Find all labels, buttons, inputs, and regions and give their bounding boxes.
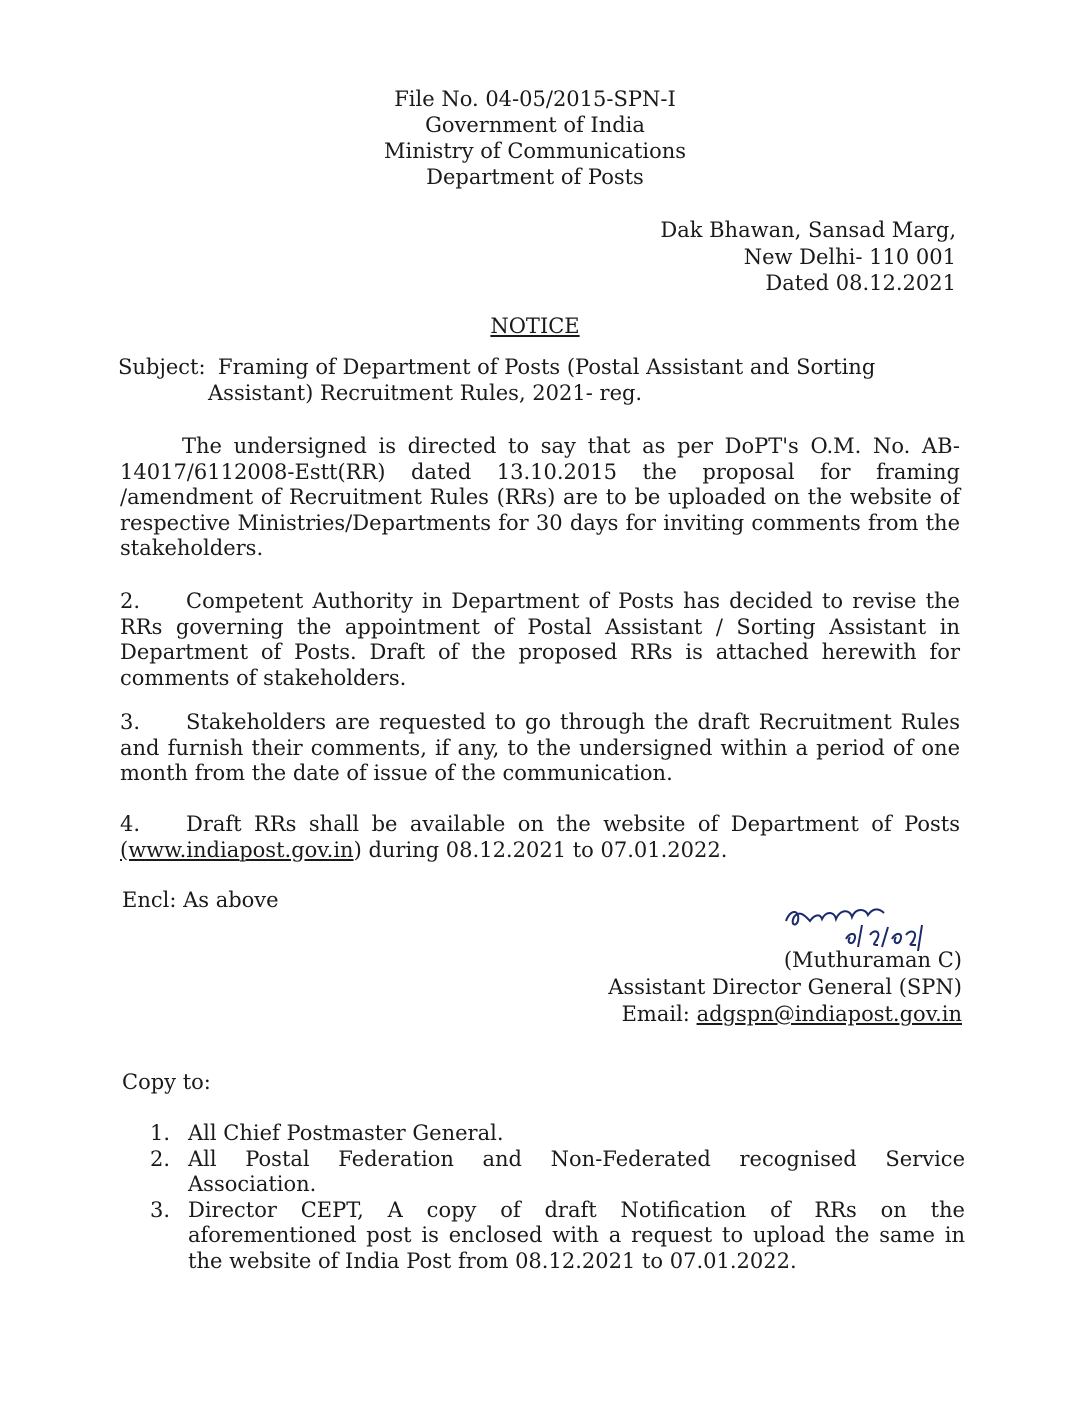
website-link[interactable]: (www.indiapost.gov.in [120, 837, 354, 862]
paragraph-4-number: 4. [120, 812, 141, 836]
address-line-1: Dak Bhawan, Sansad Marg, [660, 218, 956, 242]
paragraph-2-text: Competent Authority in Department of Posts has decided to revise the RRs governing the appointment of Postal Assistant / Sorting Assistant in Department of Posts. Draft of the proposed RRs is attached herewith for comments of stakeholders. [120, 589, 960, 690]
list-item [150, 1121, 965, 1147]
paragraph-3-text: Stakeholders are requested to go through the draft Recruitment Rules and furnish their comments, if any, to the undersigned within a period of one month from the date of issue of the communication. [120, 710, 960, 785]
paragraph-2 [120, 589, 960, 691]
government-line: Government of India [425, 113, 645, 137]
subject-label: Subject: [118, 355, 206, 379]
list-item-number: 2. [150, 1146, 171, 1171]
file-number: File No. 04-05/2015-SPN-I [394, 87, 676, 111]
list-item-number: 3. [150, 1197, 171, 1222]
document-header [330, 86, 740, 190]
signature-block [608, 947, 962, 1028]
subject-text-line-2: Assistant) Recruitment Rules, 2021- reg. [208, 380, 643, 405]
copy-to-list [150, 1121, 965, 1274]
list-item-text: All Chief Postmaster General. [188, 1121, 504, 1145]
enclosure-note: Encl: As above [122, 888, 279, 912]
address-block [660, 217, 956, 297]
signatory-name: (Muthuraman C) [783, 948, 962, 972]
paragraph-3-number: 3. [120, 710, 141, 734]
department-line: Department of Posts [426, 165, 644, 189]
list-item-text: All Postal Federation and Non-Federated recognised Service Association. [188, 1146, 965, 1196]
copy-to-label: Copy to: [122, 1070, 211, 1094]
signatory-designation: Assistant Director General (SPN) [608, 975, 962, 999]
ministry-line: Ministry of Communications [383, 139, 687, 163]
email-label: Email: [621, 1002, 690, 1026]
paragraph-2-number: 2. [120, 589, 141, 613]
paragraph-4-text: Draft RRs shall be available on the website of Department of Posts [186, 812, 960, 836]
subject-block [118, 355, 960, 406]
list-item-text: Director CEPT, A copy of draft Notification of RRs on the aforementioned post is enclosed with a request to upload the same in the website of India Post from 08.12.2021 to 07.01.2022. [188, 1197, 965, 1273]
email-link[interactable]: adgspn@indiapost.gov.in [696, 1002, 962, 1026]
paragraph-1 [120, 434, 960, 562]
list-item-number: 1. [150, 1121, 171, 1145]
address-line-2: New Delhi- 110 001 [743, 244, 956, 269]
paragraph-4 [120, 812, 960, 863]
notice-title: NOTICE [490, 314, 580, 338]
list-item [150, 1147, 965, 1198]
signatory-email-row [608, 1001, 962, 1028]
handwritten-signature [780, 895, 1000, 955]
paragraph-4-text-end: ) during 08.12.2021 to 07.01.2022. [353, 837, 728, 862]
date-line: Dated 08.12.2021 [765, 271, 956, 295]
subject-text-line-1: Framing of Department of Posts (Postal Assistant and Sorting [218, 355, 876, 379]
paragraph-1-text: The undersigned is directed to say that as per DoPT's O.M. No. AB-14017/6112008-Estt(RR) dated 13.10.2015 the proposal for framing /amendment of Recruitment Rules (RRs) are to be uploaded on the website of respective Ministries/Departments for 30 days for inviting comments from the stakeholders. [120, 434, 960, 560]
paragraph-3 [120, 710, 960, 787]
list-item [150, 1198, 965, 1275]
